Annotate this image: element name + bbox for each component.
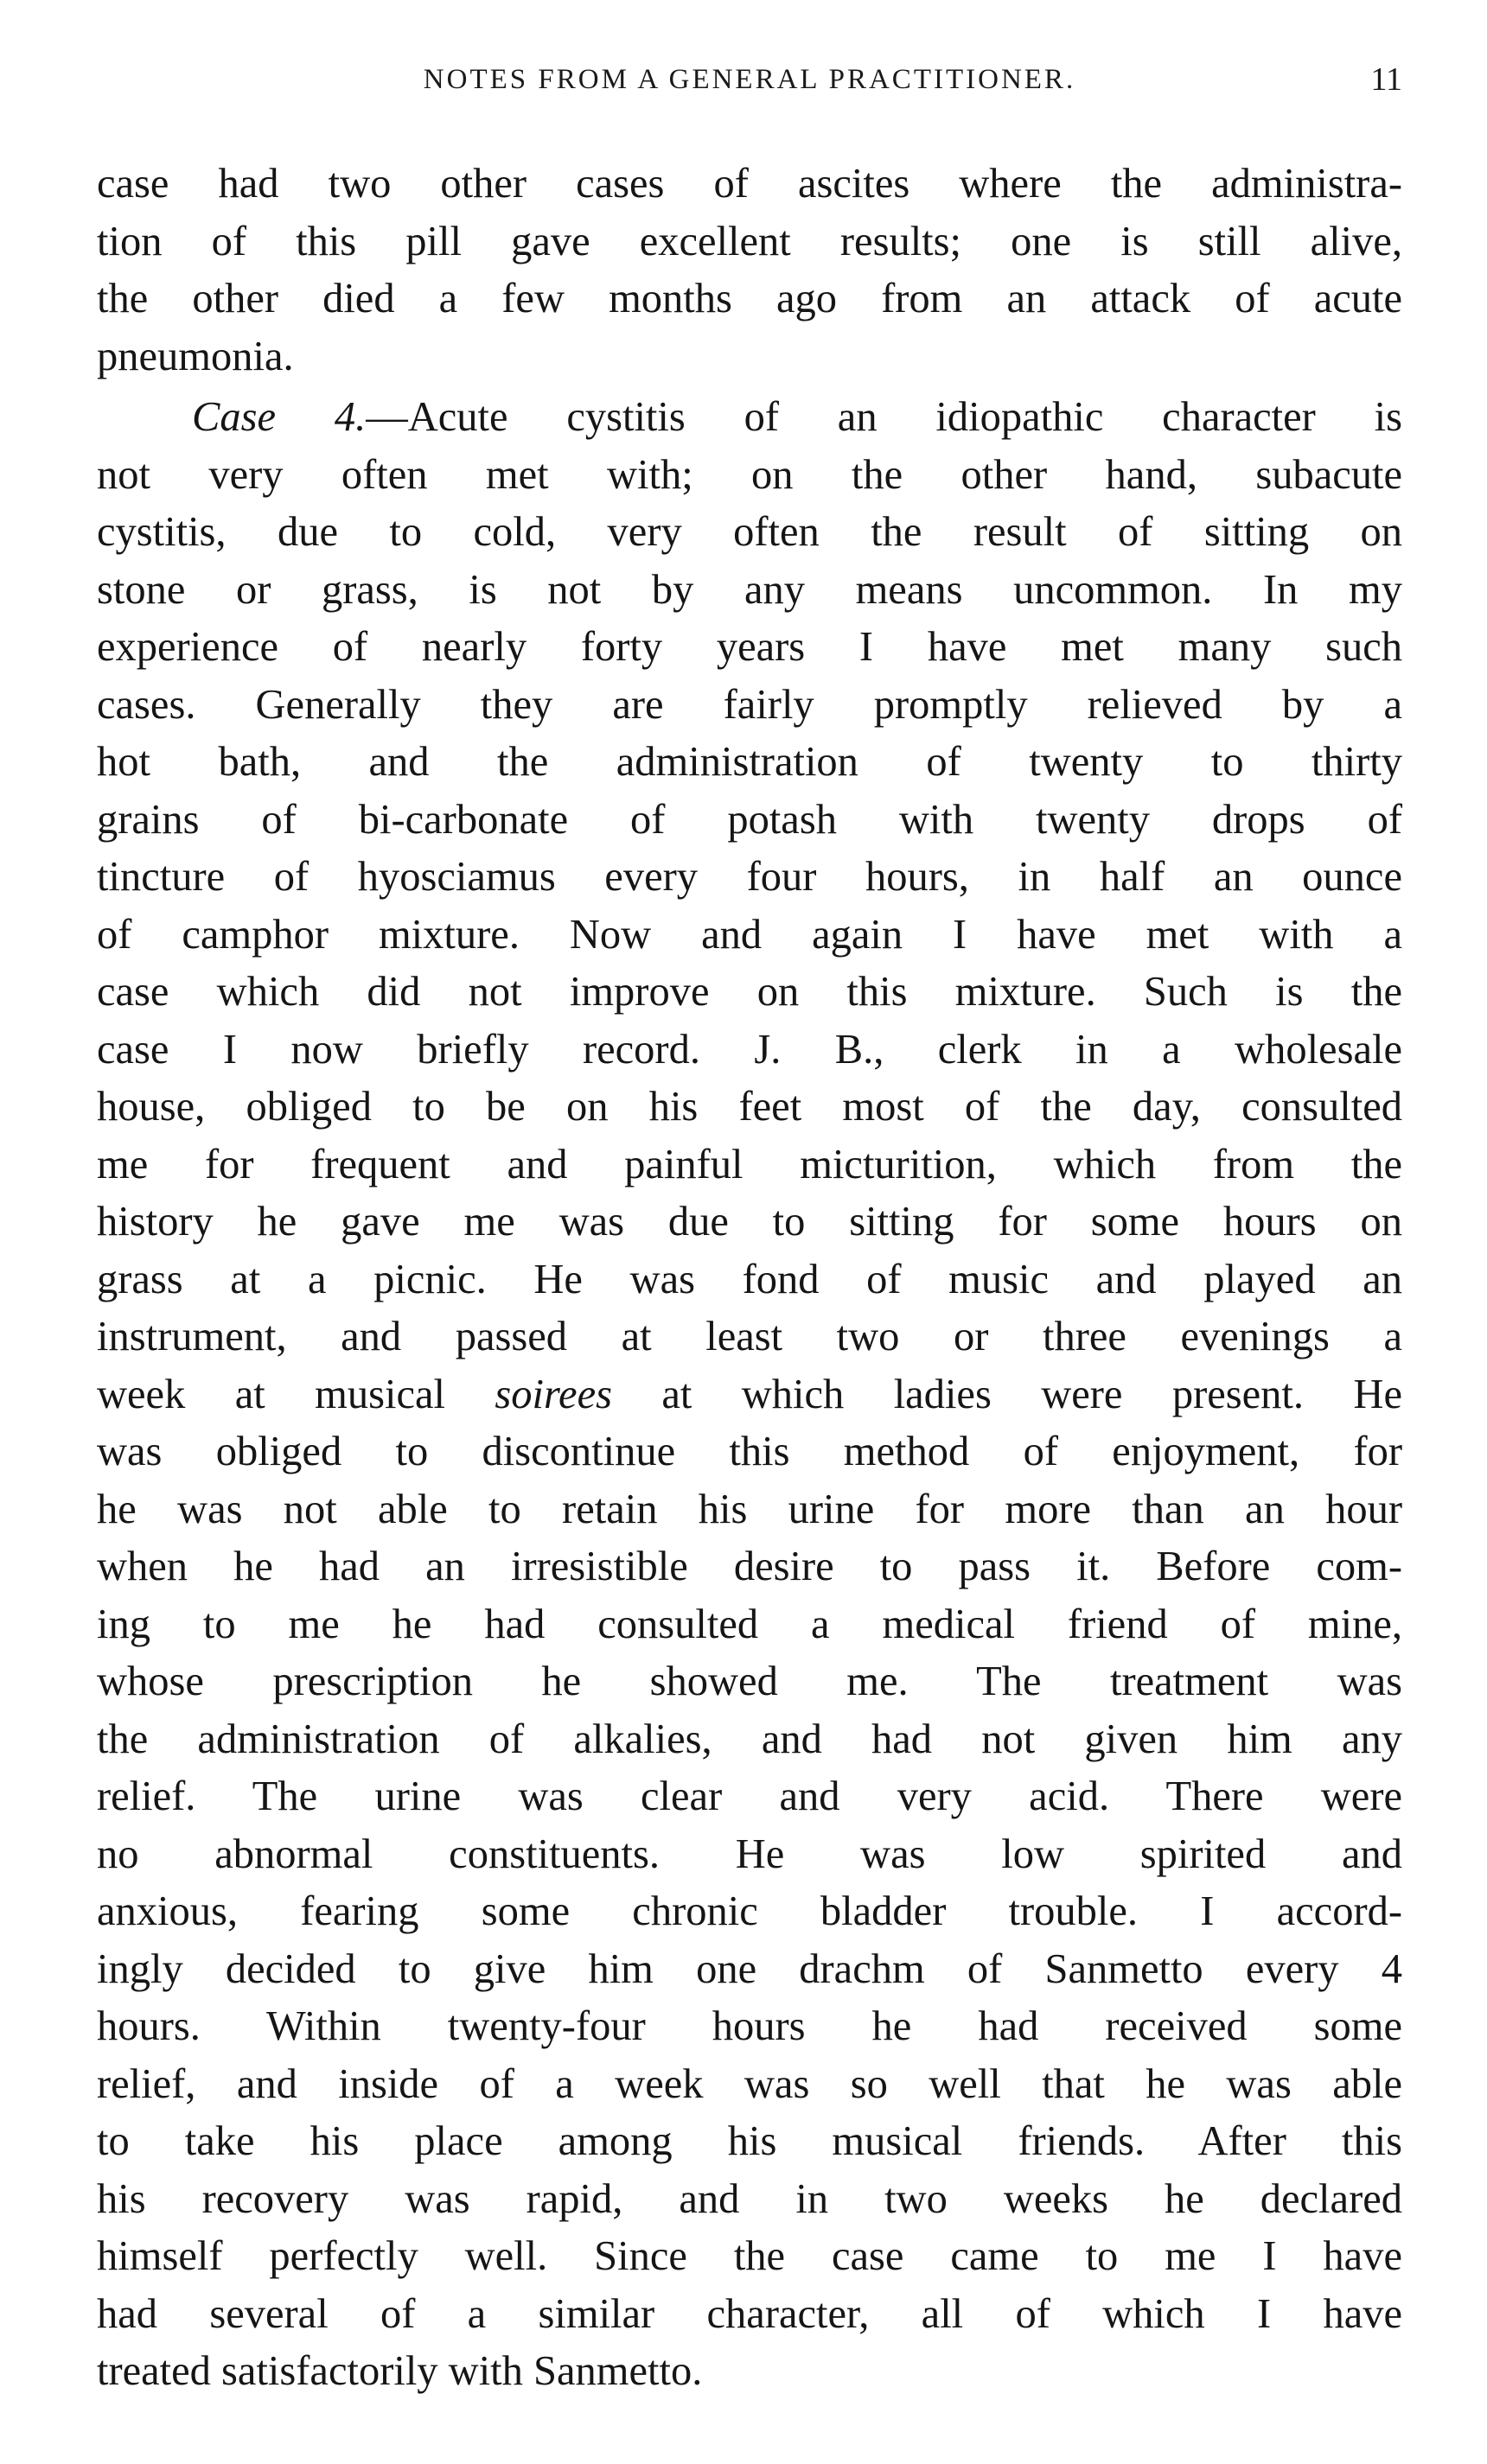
text-line: pneumonia. xyxy=(97,333,294,379)
text-line: instrument, and passed at least two or three evenings a xyxy=(97,1314,1402,1359)
text-line: when he had an irresistible desire to pass it. Before com- xyxy=(97,1544,1402,1589)
body-text xyxy=(97,156,1402,2401)
running-title: NOTES FROM A GENERAL PRACTITIONER. xyxy=(423,64,1076,95)
text-line: treated satisfactorily with Sanmetto. xyxy=(97,2348,703,2394)
text-line: history he gave me was due to sitting for some hours on xyxy=(97,1199,1402,1245)
text-line: had several of a similar character, all of which I have xyxy=(97,2290,1402,2337)
text-line: anxious, fearing some chronic bladder trouble. I accord- xyxy=(97,1888,1402,1934)
running-head xyxy=(97,61,1402,116)
text-line: tincture of hyosciamus every four hours, in half an ounce xyxy=(97,854,1402,900)
text-line: no abnormal constituents. He was low spirited and xyxy=(97,1830,1402,1877)
text-line: case I now briefly record. J. B., clerk in a wholesale xyxy=(97,1026,1402,1073)
text-line: case which did not improve on this mixture. Such is the xyxy=(97,969,1402,1015)
case-label: Case 4. xyxy=(192,394,367,440)
text-line xyxy=(97,1366,1402,1424)
text-line: relief. The urine was clear and very acid. There were xyxy=(97,1773,1402,1819)
text-line: the administration of alkalies, and had not given him any xyxy=(97,1716,1402,1762)
page-number: 11 xyxy=(1370,61,1402,98)
soirees-word: soirees xyxy=(495,1371,612,1417)
text-line: tion of this pill gave excellent results; one is still alive, xyxy=(97,218,1402,264)
text-line: hot bath, and the administration of twenty to thirty xyxy=(97,739,1402,785)
text-line: grains of bi-carbonate of potash with twenty drops of xyxy=(97,796,1402,843)
text-span: at which ladies were present. He xyxy=(611,1371,1402,1417)
text-line: the other died a few months ago from an attack of acute xyxy=(97,276,1402,322)
text-line: he was not able to retain his urine for more than an hour xyxy=(97,1486,1402,1532)
text-line: of camphor mixture. Now and again I have met with a xyxy=(97,911,1402,958)
text-line: to take his place among his musical friends. After this xyxy=(97,2118,1402,2164)
text-line: me for frequent and painful micturition, which from the xyxy=(97,1141,1402,1187)
text-line: ing to me he had consulted a medical friend of mine, xyxy=(97,1601,1402,1647)
paragraph-2 xyxy=(97,389,1402,2401)
text-span: —Acute cystitis of an idiopathic character is xyxy=(366,394,1402,440)
text-line: was obliged to discontinue this method of enjoyment, for xyxy=(97,1429,1402,1474)
text-line: house, obliged to be on his feet most of the day, consulted xyxy=(97,1084,1402,1130)
text-line: not very often met with; on the other hand, subacute xyxy=(97,451,1402,498)
paragraph-1 xyxy=(97,156,1402,385)
text-line: case had two other cases of ascites where the administra- xyxy=(97,161,1402,207)
text-line: his recovery was rapid, and in two weeks he declared xyxy=(97,2175,1402,2222)
text-line xyxy=(97,389,1402,447)
text-line: hours. Within twenty-four hours he had received some xyxy=(97,2003,1402,2049)
text-line: grass at a picnic. He was fond of music and played an xyxy=(97,1256,1402,1302)
text-line: himself perfectly well. Since the case came to me I have xyxy=(97,2233,1402,2279)
text-line: relief, and inside of a week was so well that he was able xyxy=(97,2060,1402,2107)
text-line: whose prescription he showed me. The treatment was xyxy=(97,1659,1402,1704)
text-span: week at musical xyxy=(97,1371,495,1417)
text-line: cases. Generally they are fairly promptly relieved by a xyxy=(97,681,1402,728)
text-line: ingly decided to give him one drachm of Sanmetto every 4 xyxy=(97,1945,1402,1992)
text-line: stone or grass, is not by any means uncommon. In my xyxy=(97,566,1402,613)
text-line: experience of nearly forty years I have met many such xyxy=(97,624,1402,670)
text-line: cystitis, due to cold, very often the result of sitting on xyxy=(97,509,1402,555)
